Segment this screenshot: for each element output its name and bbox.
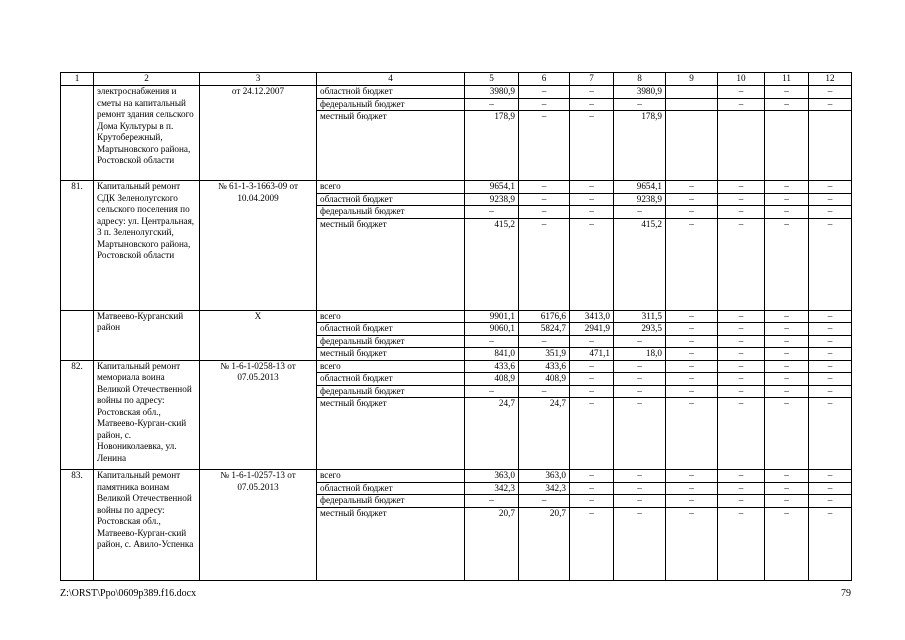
funding-source-label: федеральный бюджет bbox=[317, 495, 465, 508]
amount-cell: – bbox=[570, 385, 614, 398]
amount-cell: – bbox=[519, 193, 570, 206]
amount-cell: – bbox=[809, 206, 852, 219]
page-number: 79 bbox=[841, 588, 851, 599]
amount-cell: 342,3 bbox=[519, 482, 570, 495]
amount-cell: 3980,9 bbox=[465, 86, 519, 99]
amount-cell: – bbox=[765, 495, 809, 508]
amount-cell: – bbox=[519, 335, 570, 348]
amount-cell: 5824,7 bbox=[519, 323, 570, 336]
object-name: Капитальный ремонт памятника воинам Великой Отечественной войны по адресу: Ростовская обл., Матвеево-Курган-ский район, с. Авило-Успенка bbox=[94, 470, 200, 581]
amount-cell: – bbox=[570, 398, 614, 470]
funding-source-label: федеральный бюджет bbox=[317, 335, 465, 348]
column-header: 1 bbox=[61, 73, 94, 86]
amount-cell: – bbox=[809, 193, 852, 206]
amount-cell: – bbox=[570, 482, 614, 495]
amount-cell: 18,0 bbox=[614, 348, 666, 361]
amount-cell bbox=[666, 111, 718, 181]
amount-cell: – bbox=[614, 373, 666, 386]
row-number bbox=[61, 310, 94, 360]
amount-cell: 20,7 bbox=[519, 507, 570, 580]
document-number: Х bbox=[200, 310, 317, 360]
amount-cell: – bbox=[765, 193, 809, 206]
amount-cell: – bbox=[809, 348, 852, 361]
amount-cell: – bbox=[809, 482, 852, 495]
table-row bbox=[61, 360, 852, 373]
amount-cell: – bbox=[570, 495, 614, 508]
funding-source-label: местный бюджет bbox=[317, 111, 465, 181]
amount-cell: – bbox=[765, 206, 809, 219]
amount-cell: – bbox=[666, 181, 718, 194]
funding-source-label: местный бюджет bbox=[317, 398, 465, 470]
amount-cell: – bbox=[809, 218, 852, 310]
amount-cell: – bbox=[666, 507, 718, 580]
funding-source-label: областной бюджет bbox=[317, 482, 465, 495]
amount-cell: – bbox=[570, 360, 614, 373]
table-row bbox=[61, 181, 852, 194]
funding-source-label: всего bbox=[317, 360, 465, 373]
amount-cell: – bbox=[718, 385, 765, 398]
amount-cell: 471,1 bbox=[570, 348, 614, 361]
amount-cell: 3980,9 bbox=[614, 86, 666, 99]
amount-cell: 9238,9 bbox=[614, 193, 666, 206]
amount-cell: – bbox=[765, 507, 809, 580]
amount-cell: – bbox=[809, 373, 852, 386]
footer-file-path: Z:\ORST\Ppo\0609p389.f16.docx bbox=[60, 588, 197, 599]
row-number: 83. bbox=[61, 470, 94, 581]
object-name: Капитальный ремонт СДК Зеленолугского сельского поселения по адресу: ул. Центральная, 3 п. Зеленолугский, Мартыновского района, Ростовской области bbox=[94, 181, 200, 311]
amount-cell: – bbox=[666, 495, 718, 508]
amount-cell: – bbox=[519, 385, 570, 398]
amount-cell: – bbox=[718, 181, 765, 194]
amount-cell: – bbox=[666, 348, 718, 361]
amount-cell: 178,9 bbox=[614, 111, 666, 181]
amount-cell: – bbox=[570, 470, 614, 483]
amount-cell: – bbox=[765, 385, 809, 398]
amount-cell: – bbox=[465, 495, 519, 508]
header-row bbox=[61, 73, 852, 86]
amount-cell: – bbox=[718, 507, 765, 580]
amount-cell: – bbox=[718, 310, 765, 323]
amount-cell bbox=[666, 98, 718, 111]
funding-source-label: областной бюджет bbox=[317, 86, 465, 99]
amount-cell: 9060,1 bbox=[465, 323, 519, 336]
column-header: 12 bbox=[809, 73, 852, 86]
amount-cell: – bbox=[809, 385, 852, 398]
amount-cell: – bbox=[519, 181, 570, 194]
object-name: Капитальный ремонт мемориала воина Великой Отечественной войны по адресу: Ростовская обл., Матвеево-Курган-ский район, с. Новониколаевка, ул. Ленина bbox=[94, 360, 200, 470]
amount-cell: – bbox=[765, 335, 809, 348]
amount-cell: – bbox=[718, 335, 765, 348]
amount-cell: – bbox=[614, 398, 666, 470]
amount-cell: 433,6 bbox=[519, 360, 570, 373]
funding-source-label: областной бюджет bbox=[317, 373, 465, 386]
amount-cell: – bbox=[809, 98, 852, 111]
amount-cell: – bbox=[809, 360, 852, 373]
table-row bbox=[61, 86, 852, 99]
funding-source-label: федеральный бюджет bbox=[317, 98, 465, 111]
amount-cell: 2941,9 bbox=[570, 323, 614, 336]
amount-cell: – bbox=[570, 373, 614, 386]
amount-cell: – bbox=[570, 181, 614, 194]
amount-cell: – bbox=[570, 111, 614, 181]
amount-cell: – bbox=[718, 482, 765, 495]
amount-cell: 408,9 bbox=[465, 373, 519, 386]
amount-cell: – bbox=[519, 86, 570, 99]
funding-source-label: областной бюджет bbox=[317, 193, 465, 206]
amount-cell: – bbox=[570, 507, 614, 580]
amount-cell: 342,3 bbox=[465, 482, 519, 495]
amount-cell: – bbox=[570, 86, 614, 99]
amount-cell: – bbox=[809, 495, 852, 508]
amount-cell: – bbox=[614, 360, 666, 373]
column-header: 2 bbox=[94, 73, 200, 86]
amount-cell: 415,2 bbox=[465, 218, 519, 310]
amount-cell: – bbox=[765, 360, 809, 373]
amount-cell: – bbox=[570, 218, 614, 310]
amount-cell: – bbox=[666, 206, 718, 219]
amount-cell: 20,7 bbox=[465, 507, 519, 580]
amount-cell: 6176,6 bbox=[519, 310, 570, 323]
amount-cell: – bbox=[519, 206, 570, 219]
funding-source-label: всего bbox=[317, 470, 465, 483]
amount-cell: 351,9 bbox=[519, 348, 570, 361]
funding-source-label: местный бюджет bbox=[317, 348, 465, 361]
amount-cell: 363,0 bbox=[465, 470, 519, 483]
amount-cell: 9238,9 bbox=[465, 193, 519, 206]
amount-cell bbox=[809, 111, 852, 181]
amount-cell: 433,6 bbox=[465, 360, 519, 373]
amount-cell: – bbox=[765, 348, 809, 361]
document-number: от 24.12.2007 bbox=[200, 86, 317, 181]
funding-source-label: всего bbox=[317, 181, 465, 194]
amount-cell: – bbox=[809, 398, 852, 470]
amount-cell: – bbox=[809, 335, 852, 348]
amount-cell: – bbox=[666, 218, 718, 310]
amount-cell: – bbox=[519, 218, 570, 310]
amount-cell: – bbox=[765, 398, 809, 470]
amount-cell: – bbox=[465, 206, 519, 219]
amount-cell: – bbox=[666, 323, 718, 336]
amount-cell: – bbox=[666, 470, 718, 483]
amount-cell: – bbox=[519, 495, 570, 508]
amount-cell: – bbox=[809, 181, 852, 194]
amount-cell: – bbox=[765, 323, 809, 336]
row-number: 81. bbox=[61, 181, 94, 311]
amount-cell: – bbox=[809, 323, 852, 336]
amount-cell: 178,9 bbox=[465, 111, 519, 181]
amount-cell: – bbox=[718, 495, 765, 508]
amount-cell: – bbox=[570, 98, 614, 111]
amount-cell: – bbox=[765, 470, 809, 483]
amount-cell: – bbox=[570, 206, 614, 219]
amount-cell: 415,2 bbox=[614, 218, 666, 310]
amount-cell: 3413,0 bbox=[570, 310, 614, 323]
amount-cell: – bbox=[809, 86, 852, 99]
funding-source-label: областной бюджет bbox=[317, 323, 465, 336]
amount-cell: – bbox=[718, 193, 765, 206]
amount-cell: – bbox=[614, 495, 666, 508]
amount-cell: – bbox=[666, 360, 718, 373]
row-number: 82. bbox=[61, 360, 94, 470]
amount-cell: – bbox=[519, 98, 570, 111]
amount-cell: – bbox=[614, 385, 666, 398]
amount-cell: – bbox=[465, 335, 519, 348]
amount-cell: 9654,1 bbox=[614, 181, 666, 194]
amount-cell: 363,0 bbox=[519, 470, 570, 483]
amount-cell: – bbox=[666, 385, 718, 398]
document-number: № 1-6-1-0258-13 от 07.05.2013 bbox=[200, 360, 317, 470]
amount-cell: – bbox=[765, 310, 809, 323]
column-header: 4 bbox=[317, 73, 465, 86]
amount-cell: – bbox=[718, 470, 765, 483]
column-header: 9 bbox=[666, 73, 718, 86]
amount-cell: – bbox=[614, 206, 666, 219]
object-name: Матвеево-Курганский район bbox=[94, 310, 200, 360]
amount-cell: – bbox=[465, 385, 519, 398]
amount-cell: – bbox=[718, 86, 765, 99]
amount-cell: – bbox=[718, 218, 765, 310]
amount-cell: – bbox=[718, 373, 765, 386]
amount-cell: – bbox=[718, 206, 765, 219]
amount-cell: – bbox=[765, 482, 809, 495]
column-header: 10 bbox=[718, 73, 765, 86]
column-header: 5 bbox=[465, 73, 519, 86]
amount-cell: 9901,1 bbox=[465, 310, 519, 323]
funding-source-label: местный бюджет bbox=[317, 507, 465, 580]
column-header: 6 bbox=[519, 73, 570, 86]
budget-table bbox=[60, 72, 852, 581]
object-name: электроснабжения и сметы на капитальный ремонт здания сельского Дома Культуры в п. Крутобережный, Мартыновского района, Ростовской области bbox=[94, 86, 200, 181]
amount-cell: – bbox=[614, 98, 666, 111]
amount-cell: – bbox=[465, 98, 519, 111]
column-header: 8 bbox=[614, 73, 666, 86]
amount-cell: – bbox=[614, 482, 666, 495]
funding-source-label: местный бюджет bbox=[317, 218, 465, 310]
amount-cell: – bbox=[718, 398, 765, 470]
amount-cell: 293,5 bbox=[614, 323, 666, 336]
amount-cell bbox=[666, 86, 718, 99]
amount-cell: 24,7 bbox=[465, 398, 519, 470]
amount-cell: – bbox=[570, 193, 614, 206]
amount-cell: – bbox=[809, 470, 852, 483]
document-number: № 61-1-3-1663-09 от 10.04.2009 bbox=[200, 181, 317, 311]
amount-cell: – bbox=[666, 335, 718, 348]
amount-cell: – bbox=[765, 373, 809, 386]
amount-cell: – bbox=[666, 398, 718, 470]
amount-cell: – bbox=[718, 98, 765, 111]
amount-cell: – bbox=[718, 360, 765, 373]
amount-cell: – bbox=[765, 86, 809, 99]
amount-cell: – bbox=[614, 507, 666, 580]
funding-source-label: федеральный бюджет bbox=[317, 385, 465, 398]
amount-cell: – bbox=[765, 218, 809, 310]
amount-cell: – bbox=[765, 98, 809, 111]
document-number: № 1-6-1-0257-13 от 07.05.2013 bbox=[200, 470, 317, 581]
amount-cell: – bbox=[718, 323, 765, 336]
amount-cell: – bbox=[614, 470, 666, 483]
column-header: 7 bbox=[570, 73, 614, 86]
amount-cell: – bbox=[666, 373, 718, 386]
amount-cell: – bbox=[666, 482, 718, 495]
column-header: 11 bbox=[765, 73, 809, 86]
table-row bbox=[61, 310, 852, 323]
funding-source-label: федеральный бюджет bbox=[317, 206, 465, 219]
amount-cell: 841,0 bbox=[465, 348, 519, 361]
amount-cell: 9654,1 bbox=[465, 181, 519, 194]
amount-cell: – bbox=[765, 181, 809, 194]
amount-cell: 24,7 bbox=[519, 398, 570, 470]
funding-source-label: всего bbox=[317, 310, 465, 323]
amount-cell bbox=[718, 111, 765, 181]
amount-cell: 311,5 bbox=[614, 310, 666, 323]
amount-cell: – bbox=[570, 335, 614, 348]
amount-cell: – bbox=[519, 111, 570, 181]
column-header: 3 bbox=[200, 73, 317, 86]
amount-cell: – bbox=[666, 310, 718, 323]
amount-cell bbox=[765, 111, 809, 181]
table-row bbox=[61, 470, 852, 483]
amount-cell: – bbox=[614, 335, 666, 348]
amount-cell: – bbox=[809, 310, 852, 323]
amount-cell: – bbox=[809, 507, 852, 580]
row-number bbox=[61, 86, 94, 181]
amount-cell: – bbox=[666, 193, 718, 206]
amount-cell: 408,9 bbox=[519, 373, 570, 386]
amount-cell: – bbox=[718, 348, 765, 361]
